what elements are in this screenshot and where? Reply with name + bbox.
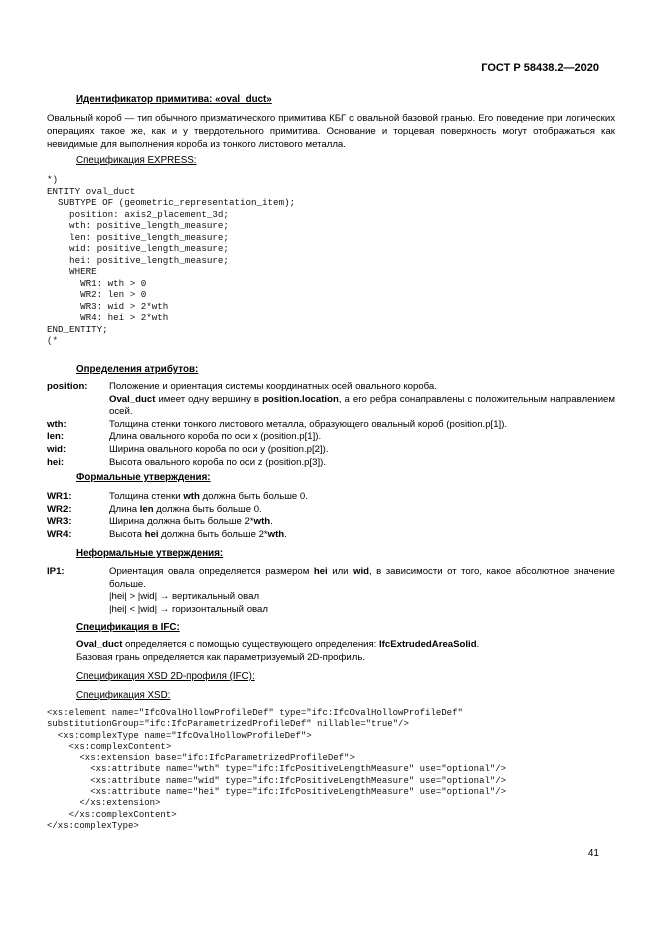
xsd-heading: Спецификация XSD: (76, 690, 171, 701)
formal-heading: Формальные утверждения: (76, 472, 211, 483)
document-standard-header: ГОСТ Р 58438.2—2020 (481, 62, 599, 74)
text-fragment: имеет одну вершину в (155, 393, 263, 405)
formal-term: WR1: (47, 491, 72, 502)
attribute-row (47, 394, 615, 419)
text-fragment: должна быть больше 0. (199, 491, 308, 502)
informal-list (47, 566, 615, 616)
attribute-term: position: (47, 381, 88, 392)
formal-row (47, 504, 615, 517)
bold-term: hei (313, 566, 328, 577)
informal-term: IP1: (47, 566, 65, 577)
text-fragment: . (270, 516, 273, 528)
formal-term: WR4: (47, 528, 72, 540)
primitive-heading: Идентификатор примитива: «oval_duct» (76, 94, 272, 105)
oval-duct-term: Oval_duct (76, 639, 123, 650)
bold-term: wth (183, 491, 200, 502)
bold-term: wid (353, 566, 370, 577)
ifc-paragraph (76, 638, 616, 664)
text-fragment: Толщина стенки (109, 491, 184, 502)
bold-term: wth (267, 528, 285, 540)
attribute-row (47, 457, 615, 470)
text-fragment: Ширина должна быть больше 2* (109, 516, 254, 528)
formal-description (109, 504, 615, 517)
formal-term: WR3: (47, 516, 72, 528)
bold-term: len (139, 503, 154, 515)
text-fragment: Высота (109, 528, 145, 540)
xsd-2d-heading: Спецификация XSD 2D-профиля (IFC): (76, 671, 255, 682)
text-fragment: . (284, 528, 287, 540)
attribute-term: wid: (47, 443, 67, 455)
formal-row (47, 529, 615, 542)
attribute-description: Длина овального короба по оси x (position.p[1]). (109, 431, 322, 443)
text-fragment: определяется с помощью существующего определения: (122, 639, 380, 650)
informal-heading: Неформальные утверждения: (76, 548, 224, 559)
attribute-description (109, 394, 615, 419)
text-fragment: , в зависимости от того, какое абсолютное значение больше. (109, 566, 616, 590)
formal-list (47, 491, 615, 541)
attribute-row (47, 419, 615, 432)
informal-row (47, 566, 615, 616)
attribute-term: hei: (47, 456, 65, 468)
informal-vertical-case: |hei| > |wid| → вертикальный овал (109, 591, 260, 603)
express-code-block: *) ENTITY oval_duct SUBTYPE OF (geometric_representation_item); position: axis2_placement_3d; wth: positive_length_measure; len: positive_length_measure; wid: positive_length_measure; hei: positive_length_measure; WHERE WR1: wth > 0 WR2: len > 0 WR3: wid > 2*wth WR4: hei > 2*wth END_ENTITY; (* (47, 174, 296, 346)
text-fragment: Длина (109, 503, 140, 515)
page-number: 41 (587, 848, 599, 859)
attribute-description: Высота овального короба по оси z (position.p[3]). (109, 456, 326, 468)
attribute-row (47, 381, 615, 394)
bold-term: wth (253, 516, 271, 528)
text-fragment: . (476, 639, 480, 650)
formal-description (109, 491, 615, 504)
xsd-code-block: <xs:element name="IfcOvalHollowProfileDef" type="ifc:IfcOvalHollowProfileDef" substitutionGroup="ifc:IfcParametrizedProfileDef" nillable="true"/> <xs:complexType name="IfcOvalHollowProfileDef"> <xs:complexContent> <xs:extension base="ifc:IfcParametrizedProfileDef"> <xs:attribute name="wth" type="ifc:IfcPositiveLengthMeasure" use="optional"/> <xs:attribute name="wid" type="ifc:IfcPositiveLengthMeasure" use="optional"/> <xs:attribute name="hei" type="ifc:IfcPositiveLengthMeasure" use="optional"/> </xs:extension> </xs:complexContent> </xs:complexType> (47, 708, 507, 831)
formal-term: WR2: (47, 503, 72, 515)
ifc-line-2: Базовая грань определяется как параметризуемый 2D-профиль. (76, 652, 366, 663)
attribute-row (47, 431, 615, 444)
attribute-description: Толщина стенки тонкого листового металла, образующего овальный короб (position.p[1]). (109, 418, 508, 430)
attribute-row (47, 444, 615, 457)
attribute-description: Ширина овального короба по оси y (position.p[2]). (109, 443, 329, 455)
formal-row (47, 491, 615, 504)
informal-description (109, 566, 615, 591)
text-fragment: должна быть больше 0. (153, 503, 262, 515)
formal-description (109, 529, 615, 542)
attribute-term: wth: (47, 418, 67, 430)
ifc-class-term: IfcExtrudedAreaSolid (379, 639, 477, 650)
formal-description (109, 516, 615, 529)
bold-term: hei (144, 528, 159, 540)
text-fragment: Ориентация овала определяется размером (109, 566, 314, 577)
text-fragment: , а его ребра сонаправлены с положительным направлением осей. (109, 393, 615, 418)
ifc-line-1 (76, 638, 616, 651)
oval-duct-term: Oval_duct (109, 393, 156, 405)
formal-row (47, 516, 615, 529)
express-heading: Спецификация EXPRESS: (76, 155, 197, 166)
attributes-heading: Определения атрибутов: (76, 364, 199, 375)
text-fragment: должна быть больше 2* (158, 528, 268, 540)
informal-horizontal-case: |hei| < |wid| → горизонтальный овал (109, 603, 268, 615)
attribute-description: Положение и ориентация системы координатных осей овального короба. (109, 381, 437, 392)
ifc-heading: Спецификация в IFC: (76, 622, 180, 633)
intro-paragraph: Овальный короб — тип обычного призматического примитива КБГ с овальной базовой гранью. Его поведение при логических операциях такое же, как и у твердотельного примитива. Основание и торцевая поверхность могут отображаться как невидимые для выполнения короба из тонкого листового металла. (47, 113, 615, 151)
position-location-term: position.location (262, 393, 339, 405)
text-fragment: или (327, 566, 354, 577)
attributes-list (47, 381, 615, 469)
attribute-term: len: (47, 431, 65, 443)
